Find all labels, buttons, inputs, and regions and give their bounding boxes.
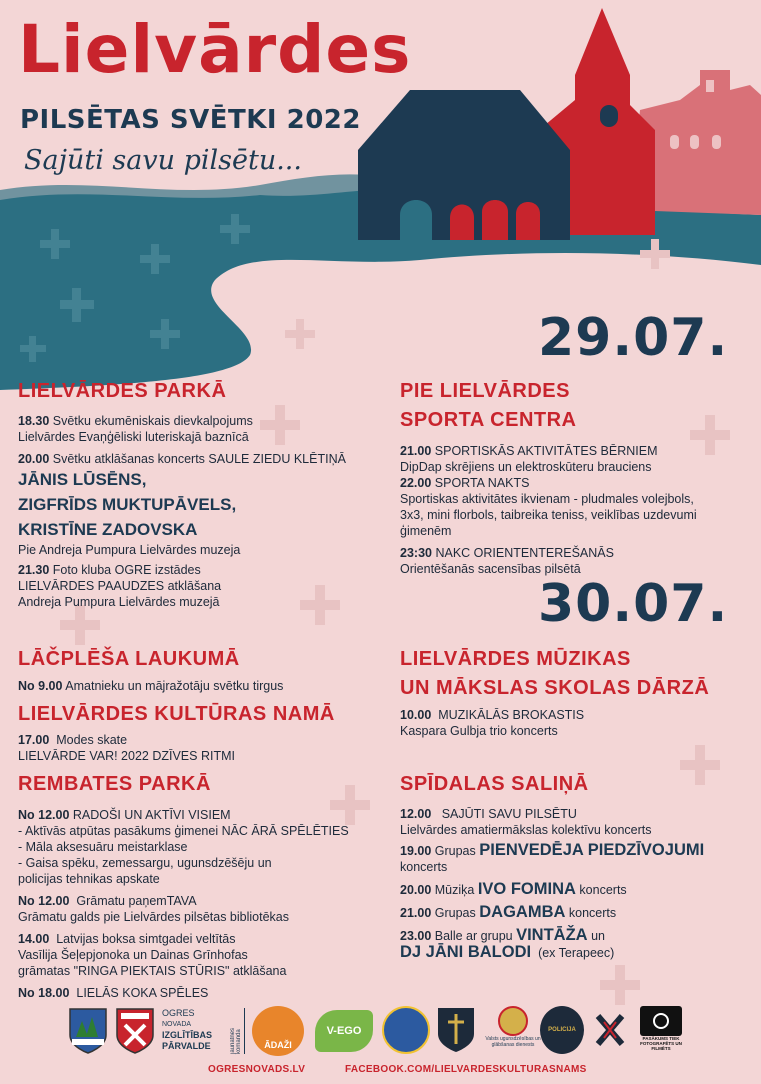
event-text: LIELVĀRDES PAAUDZES atklāšana	[18, 579, 222, 593]
event-text: LIELVĀRDE VAR! 2022 DZĪVES RITMI	[18, 749, 235, 763]
poster-title: Lielvārdes	[18, 11, 412, 88]
event-time: 10.00	[400, 708, 432, 722]
artist-name: DAGAMBA	[479, 903, 566, 921]
footer-facebook-link[interactable]: FACEBOOK.COM/LIELVARDESKULTURASNAMS	[345, 1064, 587, 1075]
event-text: un	[591, 929, 605, 943]
event-place: Andreja Pumpura Lielvārdes muzejā	[18, 595, 220, 609]
event-time: No 9.00	[18, 679, 63, 693]
event-text: RADOŠI UN AKTĪVI VISIEM	[72, 808, 231, 822]
event-text: SPORTISKĀS AKTIVITĀTES BĒRNIEM	[434, 444, 658, 458]
arches	[450, 200, 540, 240]
event-text: Vasīlija Šeļepjonoka un Dainas Grīnhofas	[18, 948, 248, 962]
logo-text: IZGLĪTĪBAS	[162, 1030, 212, 1040]
event-time: 12.00	[400, 807, 432, 821]
logo-text: Valsts ugunsdzēsības un glābšanas dienests	[485, 1036, 541, 1048]
event-text: grāmatas "RINGA PIEKTAIS STŪRIS" atklāšana	[18, 964, 287, 978]
artist-name: KRISTĪNE ZADOVSKA	[18, 520, 198, 539]
kultura-event	[18, 732, 235, 764]
event-time: 20.00	[400, 883, 432, 897]
event-text: MUZIKĀLĀS BROKASTIS	[438, 708, 585, 722]
venue-lielvardes-parks: LIELVĀRDES PARKĀ	[18, 380, 227, 402]
park-events	[18, 413, 388, 610]
jaunatnes-komanda-logo: jaunatnes komanda	[230, 1008, 245, 1054]
event-text: SPORTA NAKTS	[434, 476, 530, 490]
event-time: 23:30	[400, 546, 432, 560]
event-time: 20.00	[18, 452, 50, 466]
event-text: koncerts	[568, 906, 617, 920]
footer-website-link[interactable]: OGRESNOVADS.LV	[208, 1064, 306, 1075]
artist-name: ZIGFRĪDS MUKTUPĀVELS,	[18, 495, 237, 514]
venue-spidalas-salina: SPĪDALAS SALIŅĀ	[400, 773, 589, 795]
event-text: 3x3, mini florbols, taibreika teniss, veiklības uzdevumi	[400, 508, 697, 522]
venue-kulturas-nams: LIELVĀRDES KULTŪRAS NAMĀ	[18, 703, 335, 725]
v-ego-logo: V-EGO	[315, 1010, 373, 1052]
cross-emblem-logo	[590, 1008, 630, 1054]
event-time: 14.00	[18, 932, 50, 946]
artist-name: PIENVEDĒJA PIEDZĪVOJUMI	[479, 841, 705, 859]
event-text: SAJŪTI SAVU PILSĒTU	[441, 807, 577, 821]
event-text: Latvijas boksa simtgadei veltītās	[56, 932, 236, 946]
event-text: Kaspara Gulbja trio koncerts	[400, 724, 558, 738]
bullet: - Māla aksesuāru meistarklase	[18, 840, 188, 854]
event-place: Pie Andreja Pumpura Lielvārdes muzeja	[18, 543, 241, 557]
event-text: koncerts	[400, 860, 448, 874]
logo-text: PASĀKUMS TIEK FOTOGRAFĒTS UN FILMĒTS	[640, 1036, 682, 1051]
venue-rembates-parks: REMBATES PARKĀ	[18, 773, 211, 795]
event-text: Modes skate	[56, 733, 128, 747]
zemessardze-logo	[436, 1006, 476, 1054]
event-time: No 18.00	[18, 986, 70, 1000]
anniversary-badge-logo	[382, 1006, 430, 1054]
venue-line: SPORTA CENTRA	[400, 409, 577, 431]
camera-icon	[640, 1006, 682, 1036]
venue-line: UN MĀKSLAS SKOLAS DĀRZĀ	[400, 677, 710, 699]
bullet: policijas tehnikas apskate	[18, 872, 160, 886]
artist-name: DJ JĀNI BALODI	[400, 943, 532, 961]
event-text: Foto kluba OGRE izstādes	[52, 563, 201, 577]
event-text: Lielvārdes Evaņģēliski luteriskajā baznīcā	[18, 430, 249, 444]
event-text: Orientēšanās sacensības pilsētā	[400, 562, 581, 576]
event-time: 22.00	[400, 476, 432, 490]
bullet: - Aktīvās atpūtas pasākums ģimenei NĀC ĀRĀ SPĒLĒTIES	[18, 824, 349, 838]
event-time: 21.00	[400, 444, 432, 458]
event-time: 17.00	[18, 733, 50, 747]
event-time: 18.30	[18, 414, 50, 428]
muzikas-event	[400, 707, 584, 739]
event-text: Svētku ekumēniskais dievkalpojums	[52, 414, 253, 428]
event-text: NAKC ORIENTENTEREŠANĀS	[435, 546, 614, 560]
event-text: Lielvārdes amatiermākslas kolektīvu koncerts	[400, 823, 652, 837]
date-day2: 30.07.	[538, 574, 729, 634]
event-text: ģimenēm	[400, 524, 452, 538]
event-text: Grupas	[434, 906, 476, 920]
coat-of-arms-logo	[68, 1007, 108, 1055]
poster-slogan: Sajūti savu pilsētu...	[24, 145, 302, 176]
artist-name: IVO FOMINA	[477, 880, 576, 898]
event-text: Amatnieku un mājražotāju svētku tirgus	[65, 679, 284, 693]
rembates-events	[18, 807, 388, 1001]
adazi-logo: ĀDAŽI	[252, 1006, 304, 1056]
venue-muzikas-skola	[400, 645, 709, 703]
ogre-coat-of-arms-logo	[115, 1007, 155, 1055]
event-text: Grāmatu paņemTAVA	[76, 894, 197, 908]
venue-sporta-centrs	[400, 377, 577, 435]
photo-notice-logo	[640, 1006, 682, 1051]
event-text: LIELĀS KOKA SPĒLES	[76, 986, 209, 1000]
bullet: - Gaisa spēku, zemessargu, ugunsdzēšēju un	[18, 856, 272, 870]
event-text: DipDap skrējiens un elektroskūteru brauciens	[400, 460, 652, 474]
event-text: (ex Terapeec)	[538, 946, 615, 960]
event-text: Sportiskas aktivitātes ikvienam - pludmales volejbols,	[400, 492, 694, 506]
event-time: 21.00	[400, 906, 432, 920]
sport-events	[400, 443, 745, 577]
event-text: Grupas	[434, 844, 476, 858]
date-day1: 29.07.	[538, 308, 729, 368]
ogres-izglitibas-logo	[162, 1008, 212, 1052]
event-text: Grāmatu galds pie Lielvārdes pilsētas bibliotēkas	[18, 910, 289, 924]
logo-text: NOVADA	[162, 1021, 192, 1028]
event-time: No 12.00	[18, 808, 70, 822]
spidalas-events	[400, 806, 750, 961]
policija-logo: POLICIJA	[540, 1006, 584, 1054]
event-text: Mūziķa	[434, 883, 475, 897]
venue-line: PIE LIELVĀRDES	[400, 380, 570, 402]
artist-name: VINTĀŽA	[516, 926, 588, 944]
event-time: No 12.00	[18, 894, 70, 908]
event-text: koncerts	[579, 883, 627, 897]
event-text: Balle ar grupu	[434, 929, 513, 943]
poster-subtitle: PILSĒTAS SVĒTKI 2022	[20, 105, 361, 135]
event-time: 21.30	[18, 563, 50, 577]
venue-line: LIELVĀRDES MŪZIKAS	[400, 648, 631, 670]
vugd-logo	[485, 1006, 541, 1048]
event-text: Svētku atklāšanas koncerts SAULE ZIEDU KLĒTIŅĀ	[52, 452, 346, 466]
artist-name: JĀNIS LŪSĒNS,	[18, 470, 147, 489]
logo-text: OGRES	[162, 1008, 195, 1018]
event-time: 19.00	[400, 844, 432, 858]
venue-lacplesa-laukums: LĀČPLĒŠA LAUKUMĀ	[18, 648, 240, 670]
lacplesa-event	[18, 678, 283, 694]
event-time: 23.00	[400, 929, 432, 943]
logo-text: PĀRVALDE	[162, 1041, 211, 1051]
